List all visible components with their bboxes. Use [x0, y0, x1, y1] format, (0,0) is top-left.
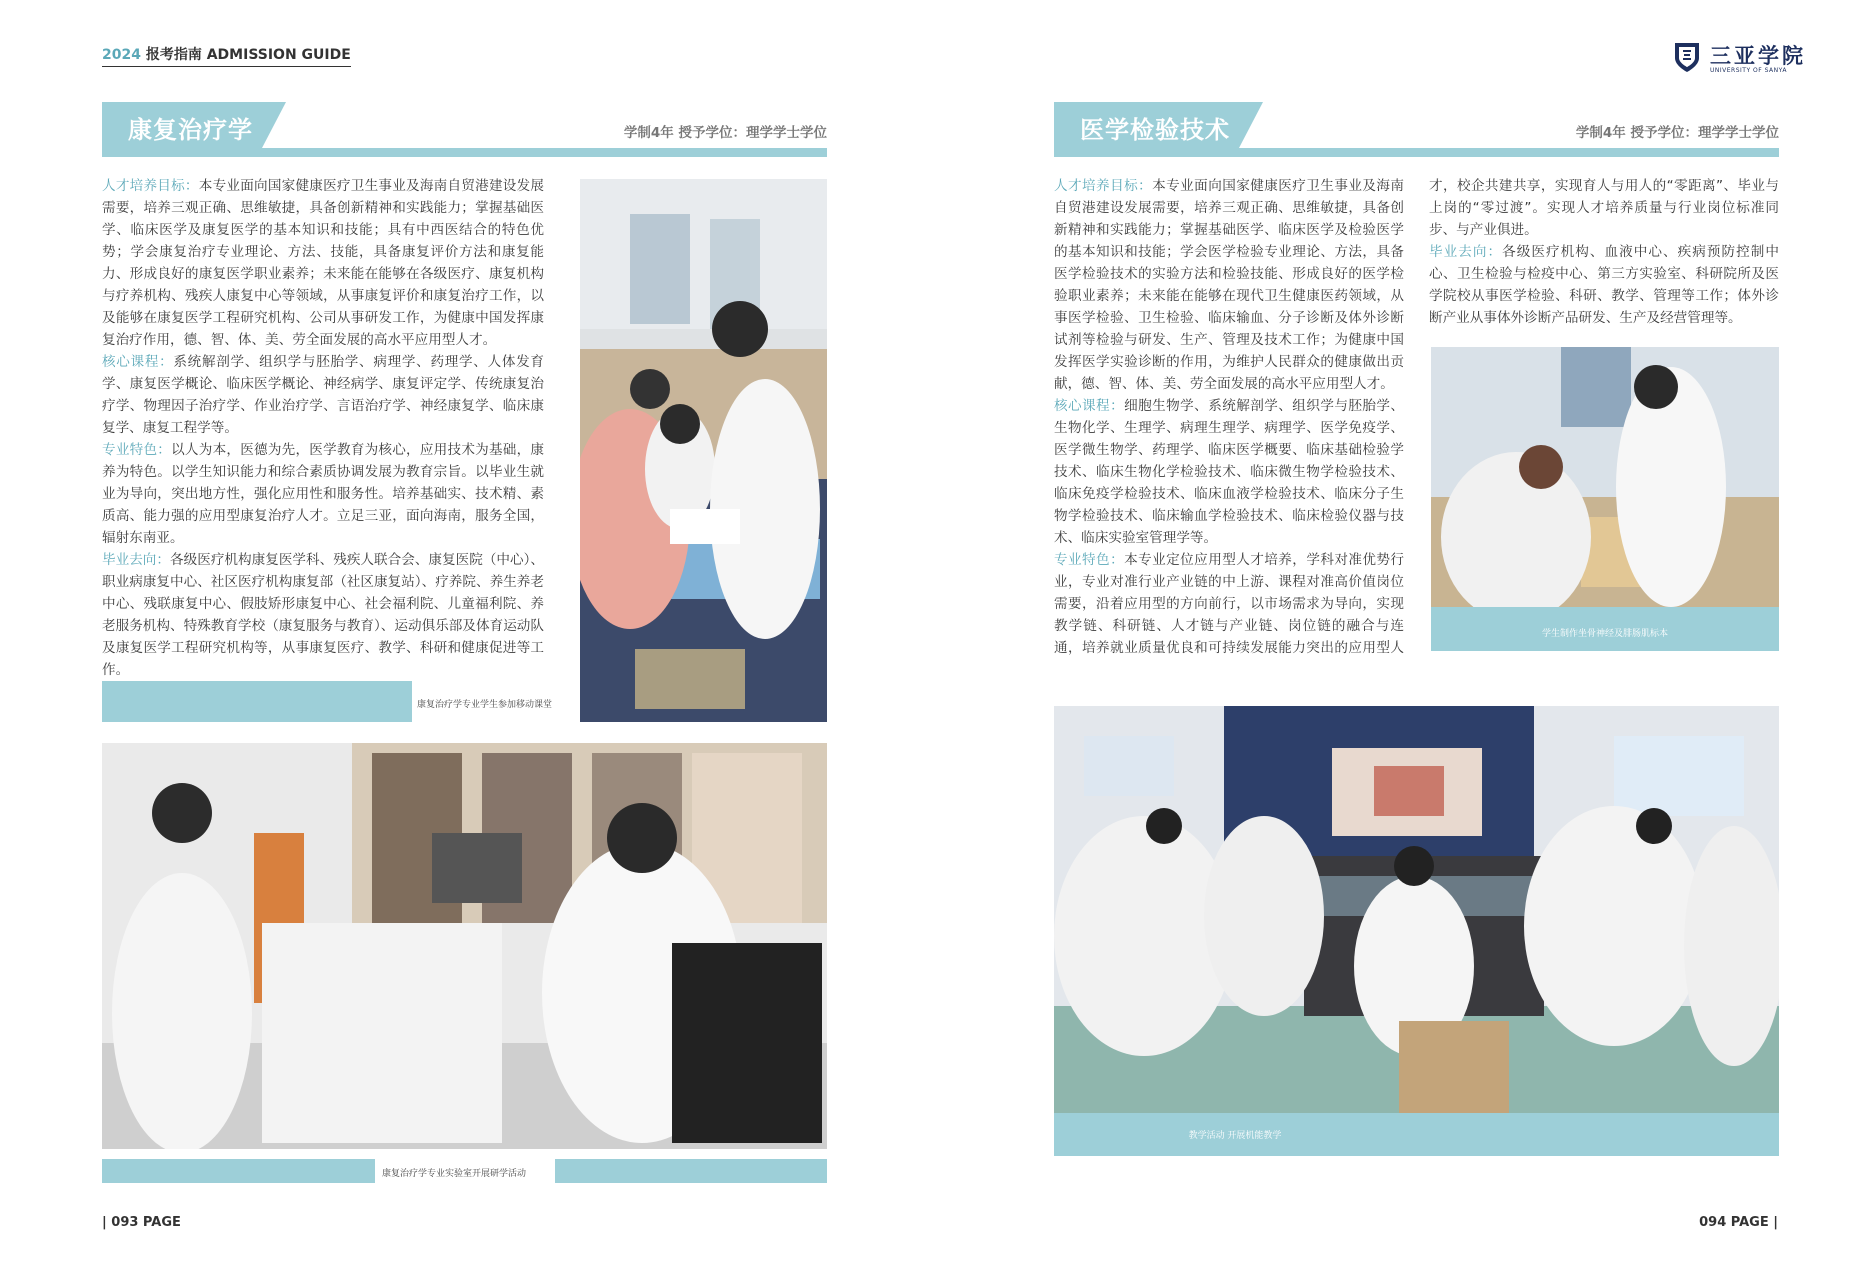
right-caption-1: 学生制作坐骨神经及腓肠肌标本 — [1541, 629, 1668, 639]
logo-cn: 三亚学院 — [1710, 43, 1806, 68]
right-section-title: 医学检验技术 — [1080, 116, 1230, 144]
right-section-goal: 人才培养目标：本专业面向国家健康医疗卫生事业及海南自贸港建设发展需要，培养三观正确、思维敏捷，具备创新精神和实践能力；掌握基础医学、临床医学及检验医学的基本知识和技能；学会医学检验专业理论、方法，具备医学检验技术的实验方法和检验技能、形成良好的医学检验职业素养；未来能在能够在现代卫生健康医药领域，从事医学检验、卫生检验、临床输血、分子诊断及体外诊断试剂等检验与研发、生产、管理及技术工作；为健康中国发挥医学实验诊断的作用，为维护人民群众的健康做出贡献，德、智、体、美、劳全面发展的高水平应用型人才。 — [1054, 178, 1405, 392]
header-title: 报考指南 ADMISSION GUIDE — [145, 47, 351, 63]
left-body-text — [102, 175, 544, 681]
right-section-courses: 核心课程：细胞生物学、系统解剖学、组织学与胚胎学、生物化学、生理学、病理生理学、病理学、医学免疫学、医学微生物学、药理学、临床医学概要、临床基础检验学技术、临床生物化学检验技术、临床微生物学检验技术、临床免疫学检验技术、临床血液学检验技术、临床分子生物学检验技术、临床输血学检验技术、临床检验仪器与技术、临床实验室管理学等。 — [1054, 398, 1405, 546]
left-caption-bar-2 — [102, 1159, 827, 1183]
logo-en: UNIVERSITY OF SANYA — [1710, 67, 1787, 74]
specimen-making-photo — [1431, 347, 1779, 607]
right-section-careers: 毕业去向：各级医疗机构、血液中心、疾病预防控制中心、卫生检验与检疫中心、第三方实验室、科研院所及医学院校从事医学检验、科研、教学、管理等工作；体外诊断产业从事体外诊断产品研发、生产及经营管理等。 — [1429, 244, 1780, 326]
running-header — [102, 44, 351, 67]
right-caption-bar-2 — [1054, 1113, 1779, 1156]
left-page-number: | 093 PAGE — [102, 1215, 181, 1230]
left-section-courses: 核心课程：系统解剖学、组织学与胚胎学、病理学、药理学、人体发育学、康复医学概论、临床医学概论、神经病学、康复评定学、传统康复治疗学、物理因子治疗学、作业治疗学、言语治疗学、神经康复学、临床康复学、康复工程学等。 — [102, 354, 545, 436]
left-caption-2: 康复治疗学专业实验室开展研学活动 — [382, 1169, 527, 1179]
right-page-number: 094 PAGE | — [1699, 1215, 1778, 1230]
right-title-bar — [1054, 102, 1779, 162]
header-year: 2024 — [102, 47, 141, 63]
right-caption-2: 教学活动 开展机能教学 — [1188, 1131, 1282, 1141]
left-section-features: 专业特色：以人为本，医德为先，医学教育为核心，应用技术为基础，康养为特色。以学生知识能力和综合素质协调发展为教育宗旨。以毕业生就业为导向，突出地方性，强化应用性和服务性。培养基础实、技术精、素质高、能力强的应用型康复治疗人才。立足三亚，面向海南，服务全国，辐射东南亚。 — [102, 442, 545, 546]
university-logo — [1670, 40, 1806, 76]
left-caption-1: 康复治疗学专业学生参加移动课堂 — [417, 700, 553, 710]
university-emblem-icon — [1670, 40, 1704, 74]
teaching-activity-photo — [1054, 706, 1779, 1113]
left-section-careers: 毕业去向：各级医疗机构康复医学科、残疾人联合会、康复医院（中心）、职业病康复中心、社区医疗机构康复部（社区康复站）、疗养院、养生养老中心、残联康复中心、假肢矫形康复中心、社会福利院、儿童福利院、养老服务机构、特殊教育学校（康复服务与教育）、运动俱乐部及体育运动队及康复医学工程研究机构等，从事康复医疗、教学、科研和健康促进等工作。 — [102, 552, 545, 678]
right-degree-info: 学制4年 授予学位：理学学士学位 — [1575, 125, 1779, 141]
right-section-features: 专业特色：本专业定位应用型人才培养，学科对准优势行业，专业对准行业产业链的中上游、课程对准高价值岗位需要，沿着应用型的方向前行，以市场需求为导向，实现教学链、科研链、人才链与产业链、岗位链的融合与连通，培养就业质量优良和可持续发展能力突出的应用型人才，校企共建共享，实现育人与用人的“零距离”、毕业与上岗的“零过渡”。实现人才培养质量与行业岗位标准同步、与产业俱进。 — [1054, 178, 1779, 656]
right-caption-bar-1 — [1431, 607, 1779, 651]
rehab-lab-photo — [102, 743, 827, 1149]
left-title-bar — [102, 102, 827, 162]
rehab-class-photo — [580, 179, 827, 722]
left-caption-bar-1 — [102, 681, 577, 722]
left-section-title: 康复治疗学 — [128, 116, 253, 144]
left-degree-info: 学制4年 授予学位：理学学士学位 — [623, 125, 827, 141]
left-section-goal: 人才培养目标：本专业面向国家健康医疗卫生事业及海南自贸港建设发展需要，培养三观正确、思维敏捷，具备创新精神和实践能力；掌握基础医学、临床医学及康复医学的基本知识和技能；具有中西医结合的特色优势；学会康复治疗专业理论、方法、技能，具备康复评价方法和康复能力、形成良好的康复医学职业素养；未来能在能够在各级医疗、康复机构与疗养机构、残疾人康复中心等领域，从事康复评价和康复治疗工作，以及能够在康复医学工程研究机构、公司从事研发工作，为健康中国发挥康复治疗作用，德、智、体、美、劳全面发展的高水平应用型人才。 — [102, 178, 545, 348]
